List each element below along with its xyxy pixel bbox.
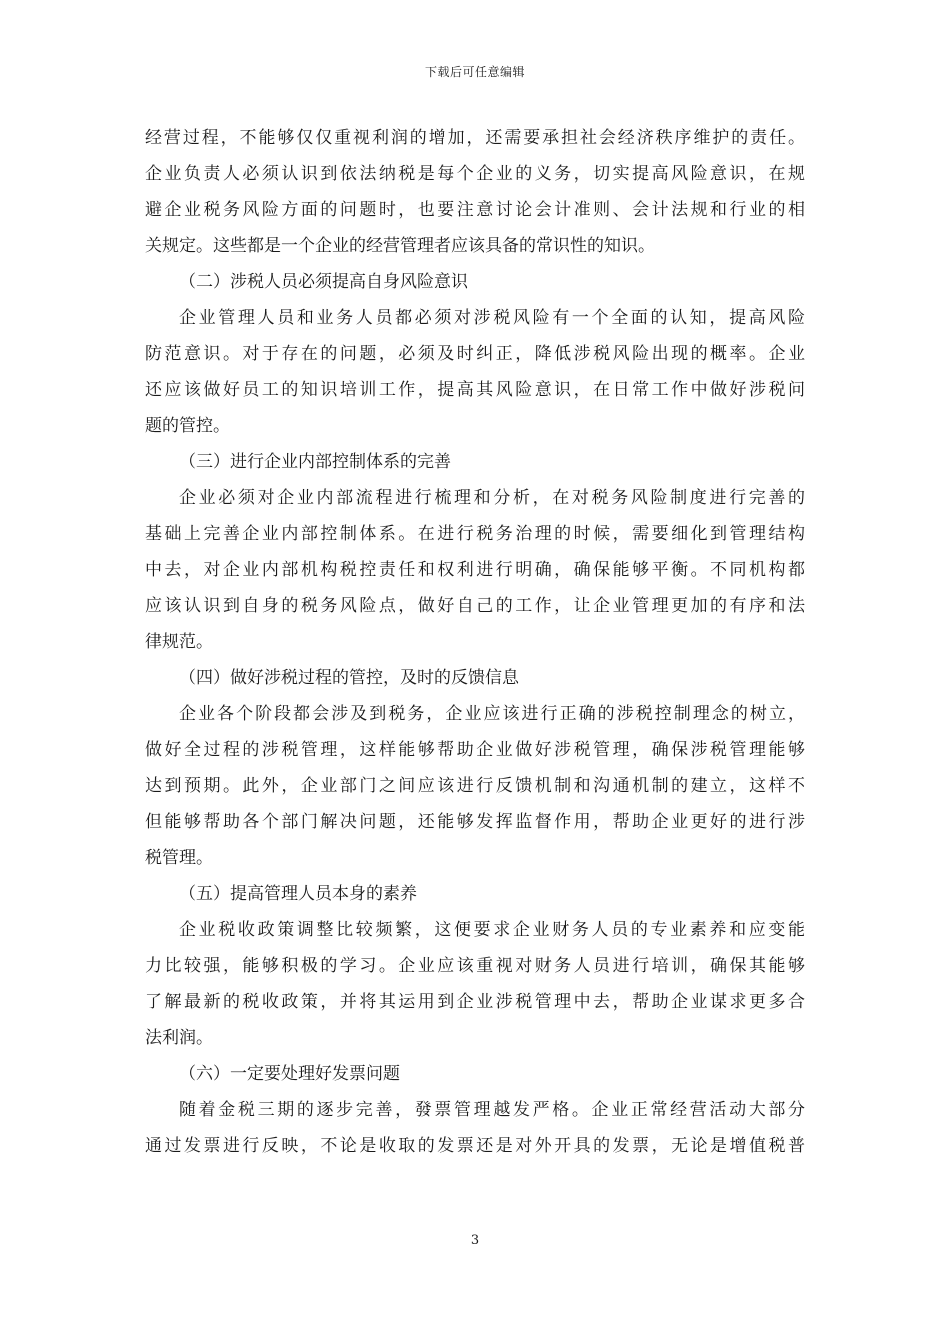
section-heading: （三）进行企业内部控制体系的完善 — [179, 452, 451, 472]
page-header: 下载后可任意编辑 — [424, 65, 525, 79]
body-text-line: 律规范。 — [145, 632, 213, 652]
body-text-line: 法利润。 — [145, 1028, 213, 1048]
page-number: 3 — [470, 1233, 480, 1248]
body-text-line: 企业各个阶段都会涉及到税务，企业应该进行正确的涉税控制理念的树立， — [179, 704, 805, 724]
body-text-line: 基础上完善企业内部控制体系。在进行税务治理的时候，需要细化到管理结构 — [145, 524, 805, 544]
body-text-line: 企业管理人员和业务人员都必须对涉税风险有一个全面的认知，提高风险 — [179, 308, 805, 328]
body-text-line: 企业税收政策调整比较频繁，这便要求企业财务人员的专业素养和应变能 — [179, 920, 805, 940]
section-heading: （四）做好涉税过程的管控，及时的反馈信息 — [179, 668, 519, 688]
body-text-line: 随着金税三期的逐步完善，發票管理越发严格。企业正常经营活动大部分 — [179, 1100, 805, 1120]
body-text-line: 但能够帮助各个部门解决问题，还能够发挥监督作用，帮助企业更好的进行涉 — [145, 812, 805, 832]
body-text-line: 通过发票进行反映，不论是收取的发票还是对外开具的发票，无论是增值税普 — [145, 1136, 805, 1156]
body-text-line: 中去，对企业内部机构税控责任和权利进行明确，确保能够平衡。不同机构都 — [145, 560, 805, 580]
body-text-line: 企业负责人必须认识到依法纳税是每个企业的义务，切实提高风险意识，在规 — [145, 164, 805, 184]
body-text-line: 税管理。 — [145, 848, 213, 868]
body-text-line: 达到预期。此外，企业部门之间应该进行反馈机制和沟通机制的建立，这样不 — [145, 776, 805, 796]
body-text-line: 企业必须对企业内部流程进行梳理和分析，在对税务风险制度进行完善的 — [179, 488, 805, 508]
body-text-line: 经营过程，不能够仅仅重视利润的增加，还需要承担社会经济秩序维护的责任。 — [145, 128, 805, 148]
document-body — [145, 120, 805, 1164]
body-text-line: 关规定。这些都是一个企业的经营管理者应该具备的常识性的知识。 — [145, 236, 655, 256]
body-text-line: 题的管控。 — [145, 416, 230, 436]
section-heading: （六）一定要处理好发票问题 — [179, 1064, 400, 1084]
body-text-line: 还应该做好员工的知识培训工作，提高其风险意识，在日常工作中做好涉税问 — [145, 380, 805, 400]
body-text-line: 做好全过程的涉税管理，这样能够帮助企业做好涉税管理，确保涉税管理能够 — [145, 740, 805, 760]
body-text-line: 力比较强，能够积极的学习。企业应该重视对财务人员进行培训，确保其能够 — [145, 956, 805, 976]
section-heading: （五）提高管理人员本身的素养 — [179, 884, 417, 904]
section-heading: （二）涉税人员必须提高自身风险意识 — [179, 272, 468, 292]
body-text-line: 了解最新的税收政策，并将其运用到企业涉税管理中去，帮助企业谋求更多合 — [145, 992, 805, 1012]
body-text-line: 应该认识到自身的税务风险点，做好自己的工作，让企业管理更加的有序和法 — [145, 596, 805, 616]
body-text-line: 防范意识。对于存在的问题，必须及时纠正，降低涉税风险出现的概率。企业 — [145, 344, 805, 364]
body-text-line: 避企业税务风险方面的问题时，也要注意讨论会计准则、会计法规和行业的相 — [145, 200, 805, 220]
